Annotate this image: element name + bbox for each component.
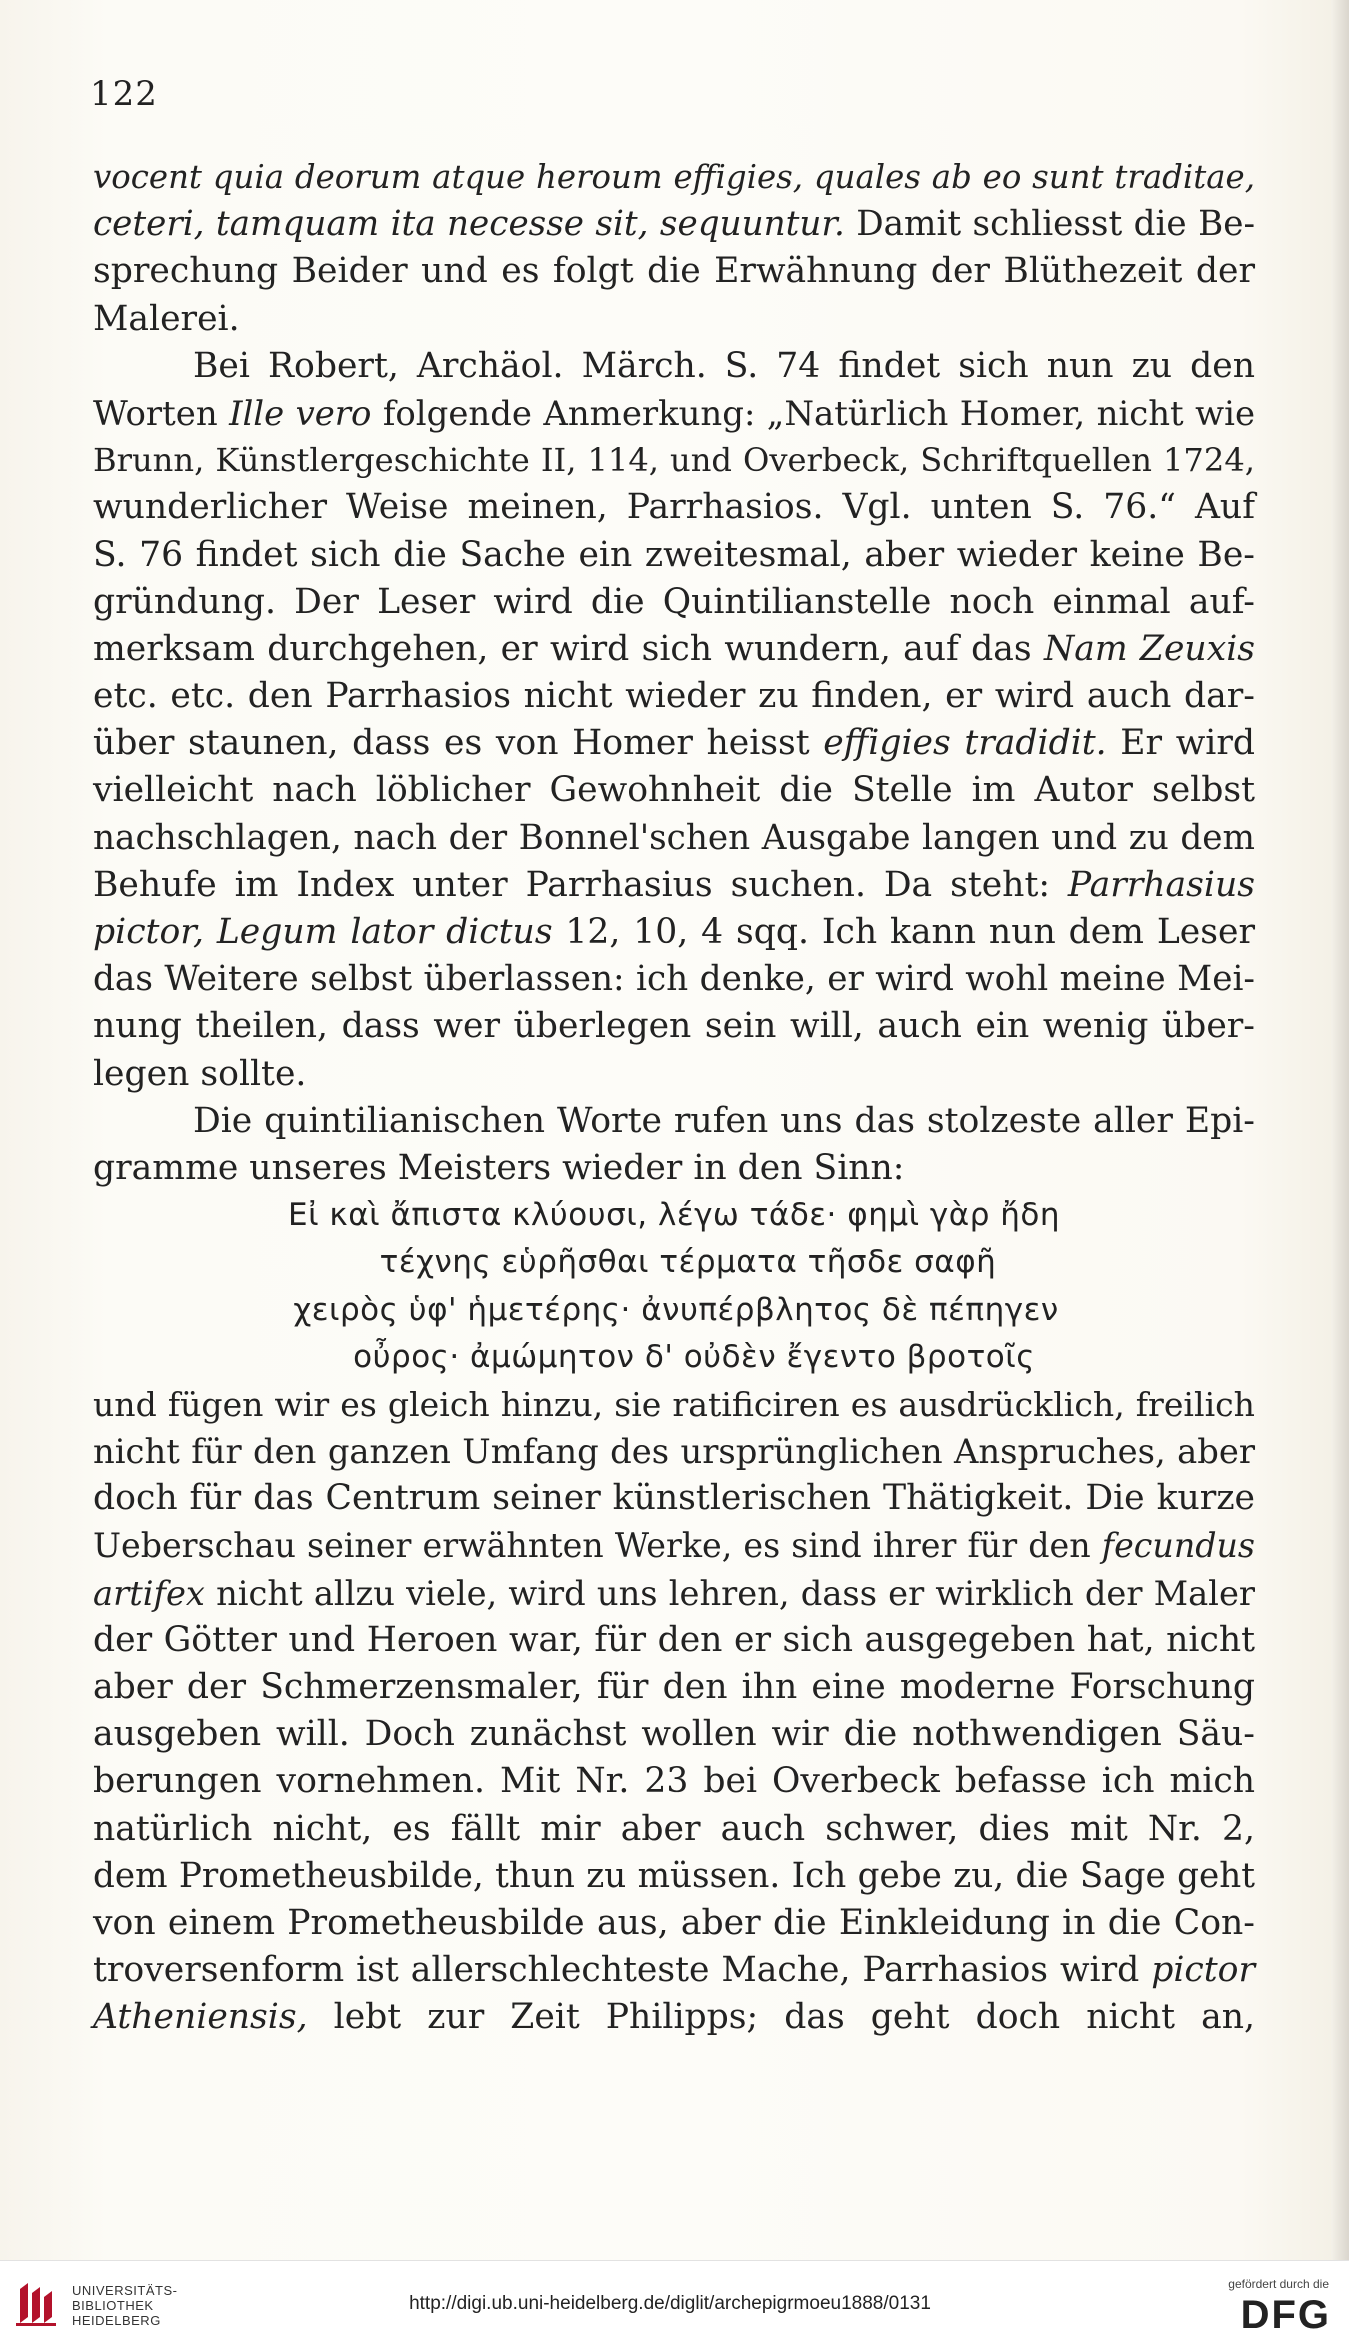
text-line <box>93 343 1255 390</box>
text-line <box>93 296 1255 343</box>
text-line <box>93 673 1255 720</box>
text-line <box>93 154 1255 201</box>
text-segment: dem Prometheusbilde, thun zu müssen. Ich gebe zu, die Sage geht <box>93 1855 1255 1896</box>
text-segment: Die quintilianischen Worte rufen uns das stolzeste aller Epi- <box>193 1100 1255 1141</box>
text-line <box>93 1806 1255 1853</box>
text-line <box>93 248 1255 295</box>
epigram-verse-line <box>93 1192 1255 1239</box>
text-line <box>93 579 1255 626</box>
university-library-logo-icon <box>14 2279 58 2327</box>
library-name-line: UNIVERSITÄTS- <box>72 2283 178 2298</box>
text-segment: aber der Schmerzensmaler, für den ihn eine moderne Forschung <box>93 1667 1255 1707</box>
text-segment: nachschlagen, nach der Bonnel'schen Ausgabe langen und zu dem <box>93 817 1255 858</box>
text-segment: τέχνης εὑρῆσθαι τέρματα τῆσδε σαφῆ <box>379 1244 997 1281</box>
text-segment: Worten <box>93 393 230 433</box>
italic-text-segment: pictor, Legum lator dictus <box>93 912 553 952</box>
library-name <box>72 2283 177 2328</box>
text-line <box>93 1003 1255 1050</box>
text-segment: Behufe im Index unter Parrhasius suchen. Da steht: <box>93 864 1068 905</box>
text-segment: nicht allzu viele, wird uns lehren, dass er wirklich der Maler <box>204 1573 1255 1613</box>
text-line <box>93 1853 1255 1900</box>
text-segment: ausgeben will. Doch zunächst wollen wir die nothwendigen Säu- <box>93 1714 1255 1755</box>
text-segment: und fügen wir es gleich hinzu, sie ratificiren es ausdrücklich, freilich <box>93 1384 1255 1424</box>
text-line <box>93 532 1255 579</box>
text-line <box>93 720 1255 767</box>
text-line <box>93 1475 1255 1522</box>
text-line <box>93 1994 1255 2041</box>
italic-text-segment: Ille vero <box>229 393 372 433</box>
italic-text-segment: artifex <box>93 1573 205 1613</box>
text-line <box>93 956 1255 1003</box>
text-segment: doch für das Centrum seiner künstlerischen Thätigkeit. Die kurze <box>93 1478 1255 1519</box>
text-segment: natürlich nicht, es fällt mir aber auch schwer, dies mit Nr. 2, <box>93 1808 1255 1849</box>
text-segment: wunderlicher Weise meinen, Parrhasios. Vgl. unten S. 76.“ Auf <box>93 487 1255 528</box>
text-segment: legen sollte. <box>93 1053 307 1094</box>
italic-text-segment: Parrhasius <box>1067 864 1255 905</box>
text-line <box>93 390 1255 437</box>
epigram-verse-line <box>93 1287 1255 1334</box>
italic-text-segment: pictor <box>1151 1950 1255 1991</box>
text-line <box>93 201 1255 248</box>
text-segment: vielleicht nach löblicher Gewohnheit die Stelle im Autor selbst <box>93 770 1255 811</box>
text-line <box>93 1900 1255 1947</box>
text-line <box>93 1711 1255 1758</box>
text-segment: Ueberschau seiner erwähnten Werke, es sind ihrer für den <box>93 1526 1102 1566</box>
text-line <box>93 484 1255 531</box>
text-segment: χειρὸς ὑφ' ἡμετέρης· ἀνυπέρβλητος δὲ πέπηγεν <box>293 1291 1059 1328</box>
italic-text-segment: effigies tradidit. <box>823 723 1107 764</box>
text-segment: οὖρος· ἀμώμητον δ' οὐδὲν ἔγεντο βροτοῖς <box>353 1338 1035 1375</box>
library-name-line: HEIDELBERG <box>72 2313 161 2328</box>
epigram-verse-line <box>93 1239 1255 1286</box>
text-line <box>93 815 1255 862</box>
text-segment: S. 76 findet sich die Sache ein zweitesmal, aber wieder keine Be- <box>93 534 1255 575</box>
text-segment: etc. etc. den Parrhasios nicht wieder zu finden, er wird auch dar- <box>93 676 1255 717</box>
text-segment: über staunen, dass es von Homer heisst <box>93 723 824 764</box>
text-line <box>93 437 1255 484</box>
text-line <box>93 1758 1255 1805</box>
text-line <box>93 1664 1255 1711</box>
text-segment: lebt zur Zeit Philipps; das geht doch nicht an, <box>307 1997 1255 2038</box>
text-line <box>93 1947 1255 1994</box>
text-segment: Damit schliesst die Be- <box>844 204 1255 245</box>
italic-text-segment: ceteri, tamquam ita necesse sit, sequuntur. <box>93 204 845 245</box>
text-line <box>93 626 1255 673</box>
text-segment: berungen vornehmen. Mit Nr. 23 bei Overbeck befasse ich mich <box>93 1761 1255 1802</box>
italic-text-segment: Nam Zeuxis <box>1043 628 1255 669</box>
text-line <box>93 1051 1255 1098</box>
text-line <box>93 1522 1255 1569</box>
text-line <box>93 909 1255 956</box>
page-url-link[interactable]: http://digi.ub.uni-heidelberg.de/diglit/archepigrmoeu1888/0131 <box>409 2293 931 2314</box>
text-line <box>93 1617 1255 1664</box>
text-segment: Bei Robert, Archäol. Märch. S. 74 findet sich nun zu den <box>193 345 1255 386</box>
text-line <box>93 1145 1255 1192</box>
text-segment: 12, 10, 4 sqq. Ich kann nun dem Leser <box>552 912 1255 952</box>
text-segment: nicht für den ganzen Umfang des ursprünglichen Anspruches, aber <box>93 1432 1255 1472</box>
text-line <box>93 767 1255 814</box>
italic-text-segment: Atheniensis, <box>93 1997 308 2038</box>
epigram-verse-line <box>93 1334 1255 1381</box>
text-segment: das Weitere selbst überlassen: ich denke, er wird wohl meine Mei- <box>93 959 1255 1000</box>
body-text <box>93 154 1255 2042</box>
page-number: 122 <box>90 74 158 114</box>
italic-text-segment: fecundus <box>1101 1526 1255 1566</box>
text-line <box>93 1570 1255 1617</box>
text-segment: troversenform ist allerschlechteste Mache, Parrhasios wird <box>93 1950 1152 1991</box>
text-segment: Malerei. <box>93 298 240 339</box>
viewer-footer <box>0 2260 1349 2339</box>
funded-by-label: gefördert durch die <box>1228 2277 1329 2291</box>
text-segment: Brunn, Künstlergeschichte II, 114, und Overbeck, Schriftquellen 1724, <box>93 441 1255 480</box>
text-segment: gründung. Der Leser wird die Quintilianstelle noch einmal auf- <box>93 581 1255 622</box>
text-segment: sprechung Beider und es folgt die Erwähnung der Blüthezeit der <box>93 251 1255 292</box>
text-segment: von einem Prometheusbilde aus, aber die Einkleidung in die Con- <box>93 1902 1255 1943</box>
text-segment: merksam durchgehen, er wird sich wundern, auf das <box>93 628 1044 669</box>
text-line <box>93 862 1255 909</box>
text-line <box>93 1098 1255 1145</box>
text-segment: gramme unseres Meisters wieder in den Sinn: <box>93 1147 905 1188</box>
text-segment: der Götter und Heroen war, für den er sich ausgegeben hat, nicht <box>93 1619 1255 1660</box>
text-segment: Er wird <box>1106 723 1256 764</box>
text-segment: nung theilen, dass wer überlegen sein will, auch ein wenig über- <box>93 1006 1255 1047</box>
italic-text-segment: vocent quia deorum atque heroum effigies, quales ab eo sunt traditae, <box>93 158 1255 196</box>
text-line <box>93 1428 1255 1475</box>
text-segment: Εἰ καὶ ἄπιστα κλύουσι, λέγω τάδε· φημὶ γὰρ ἤδη <box>288 1197 1060 1234</box>
page-edge-shadow <box>1331 0 1349 2260</box>
text-segment: folgende Anmerkung: „Natürlich Homer, nicht wie <box>371 393 1256 433</box>
library-name-line: BIBLIOTHEK <box>72 2298 154 2313</box>
dfg-logo: DFG <box>1240 2293 1331 2337</box>
text-line <box>93 1381 1255 1428</box>
